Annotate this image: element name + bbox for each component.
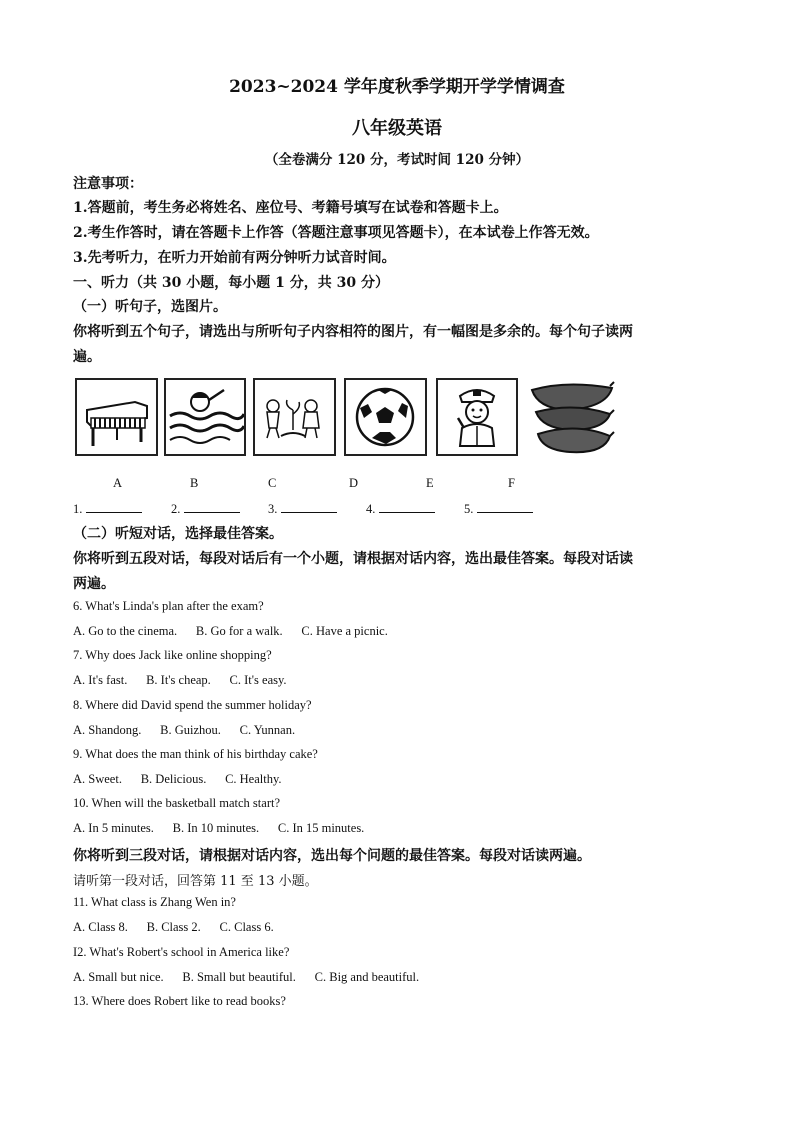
part1-title: （一）听句子，选图片。: [73, 299, 227, 315]
answer-blank-label: 2.: [171, 502, 181, 516]
part3-sub-instruction: 请听第一段对话，回答第 11 至 13 小题。: [73, 874, 318, 889]
piano-icon: [77, 380, 156, 454]
exam-title: 2023~2024 学年度秋季学期开学学情调查: [229, 77, 565, 97]
question-7: 7. Why does Jack like online shopping?: [73, 648, 272, 662]
answer-line[interactable]: [184, 500, 240, 513]
answer-blank-3[interactable]: [268, 500, 337, 517]
policeman-icon: [438, 380, 516, 454]
picture-a: [75, 378, 158, 456]
question-12-options: A. Small but nice. B. Small but beautiful. C. Big and beautiful.: [73, 970, 420, 984]
answer-blank-label: 4.: [366, 502, 376, 516]
part1-instruction: 你将听到五个句子，请选出与所听句子内容相符的图片，有一幅图是多余的。每个句子读两: [73, 324, 633, 340]
part2-instruction: 你将听到五段对话，每段对话后有一个小题，请根据对话内容，选出最佳答案。每段对话读: [73, 551, 633, 567]
question-10-options: A. In 5 minutes. B. In 10 minutes. C. In 15 minutes.: [73, 821, 365, 835]
answer-line[interactable]: [281, 500, 337, 513]
section-listening-title: 一、听力（共 30 小题，每小题 1 分，共 30 分）: [73, 275, 389, 291]
part1-instruction-cont: 遍。: [73, 349, 101, 365]
exam-subtitle: 八年级英语: [352, 118, 442, 139]
part2-title: （二）听短对话，选择最佳答案。: [73, 526, 283, 542]
answer-blank-5[interactable]: [464, 500, 533, 517]
answer-line[interactable]: [477, 500, 533, 513]
notice-item-2: 2.考生作答时，请在答题卡上作答（答题注意事项见答题卡），在本试卷上作答无效。: [73, 225, 599, 241]
picture-letter-d: D: [349, 476, 359, 490]
answer-line[interactable]: [86, 500, 142, 513]
picture-letter-a: A: [113, 476, 123, 490]
question-6: 6. What's Linda's plan after the exam?: [73, 599, 264, 613]
part3-instruction: 你将听到三段对话，请根据对话内容，选出每个问题的最佳答案。每段对话读两遍。: [73, 848, 591, 864]
notice-heading: 注意事项：: [73, 176, 143, 192]
picture-letter-b: B: [190, 476, 199, 490]
planting-trees-icon: [255, 380, 334, 454]
answer-blank-1[interactable]: [73, 500, 142, 517]
question-8: 8. Where did David spend the summer holiday?: [73, 698, 312, 712]
swimming-icon: [166, 380, 244, 454]
picture-letter-e: E: [426, 476, 434, 490]
question-9-options: A. Sweet. B. Delicious. C. Healthy.: [73, 772, 282, 786]
question-11-options: A. Class 8. B. Class 2. C. Class 6.: [73, 920, 274, 934]
picture-e: [436, 378, 518, 456]
picture-letter-c: C: [268, 476, 277, 490]
notice-item-3: 3.先考听力，在听力开始前有两分钟听力试音时间。: [73, 250, 396, 266]
soccer-ball-icon: [346, 380, 425, 454]
picture-letter-f: F: [508, 476, 515, 490]
bananas-icon: [526, 378, 616, 456]
picture-f: [526, 378, 616, 456]
question-7-options: A. It's fast. B. It's cheap. C. It's easy.: [73, 673, 287, 687]
question-10: 10. When will the basketball match start?: [73, 796, 281, 810]
notice-item-1: 1.答题前，考生务必将姓名、座位号、考籍号填写在试卷和答题卡上。: [73, 200, 508, 216]
picture-b: [164, 378, 246, 456]
answer-blank-label: 1.: [73, 502, 83, 516]
question-13: 13. Where does Robert like to read books?: [73, 994, 286, 1008]
score-time-note: （全卷满分 120 分，考试时间 120 分钟）: [264, 152, 530, 168]
answer-blank-4[interactable]: [366, 500, 435, 517]
picture-d: [344, 378, 427, 456]
question-12: I2. What's Robert's school in America like?: [73, 945, 290, 959]
question-6-options: A. Go to the cinema. B. Go for a walk. C. Have a picnic.: [73, 624, 388, 638]
answer-line[interactable]: [379, 500, 435, 513]
part2-instruction-cont: 两遍。: [73, 576, 115, 592]
answer-blank-label: 5.: [464, 502, 474, 516]
answer-blank-2[interactable]: [171, 500, 240, 517]
question-11: 11. What class is Zhang Wen in?: [73, 895, 236, 909]
question-9: 9. What does the man think of his birthday cake?: [73, 747, 318, 761]
question-8-options: A. Shandong. B. Guizhou. C. Yunnan.: [73, 723, 296, 737]
picture-c: [253, 378, 336, 456]
answer-blank-label: 3.: [268, 502, 278, 516]
